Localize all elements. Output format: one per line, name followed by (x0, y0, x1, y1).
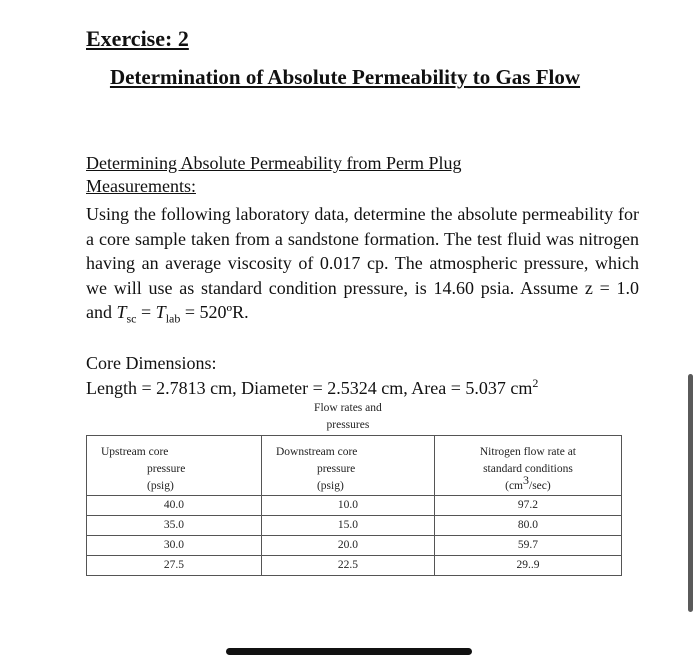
group-header-line1: Flow rates and (314, 402, 382, 414)
upstream-cell: 35.0 (87, 516, 262, 536)
col3-unit-post: /sec) (529, 480, 551, 492)
upstream-cell: 30.0 (87, 536, 262, 556)
col3-line1: Nitrogen flow rate at (479, 446, 576, 458)
scrollbar[interactable] (688, 374, 693, 612)
col1-line2: pressure (147, 463, 186, 475)
flow-data-table (86, 400, 622, 576)
col2-line1: Downstream core (275, 446, 358, 458)
flow-cell: 80.0 (434, 516, 621, 536)
t-symbol: T (116, 302, 127, 322)
exercise-title: Exercise: 2 (86, 26, 189, 51)
flow-cell: 59.7 (434, 536, 621, 556)
downstream-cell: 22.5 (261, 556, 434, 576)
col3-unit-exp: 3 (523, 473, 530, 488)
paragraph-text: Using the following laboratory data, determine the absolute permeability for a core sample taken from a sandstone formation. The test fluid was nitrogen having an average viscosity of 0.017 cp. The atmospheric pressure, which we will use as standard condition pressure, is 14.60 psia. Assume z = 1.0 and (86, 204, 639, 322)
group-header (261, 400, 434, 436)
upstream-cell: 40.0 (87, 496, 262, 516)
t-symbol-lab: T (155, 302, 166, 322)
table-row (87, 496, 622, 516)
col3-line3 (435, 473, 621, 495)
t-sc-subscript: sc (126, 311, 137, 326)
flow-cell: 97.2 (434, 496, 621, 516)
equals-sign: = (136, 302, 156, 322)
core-measurements (86, 376, 646, 400)
core-measurements-text: Length = 2.7813 cm, Diameter = 2.5324 cm, Area = 5.037 cm (86, 378, 533, 398)
paragraph-tail: = 520ºR. (180, 302, 249, 322)
t-lab-subscript: lab (165, 311, 181, 326)
group-header-line2: pressures (326, 419, 370, 431)
core-dimensions-label: Core Dimensions: (86, 353, 217, 373)
problem-paragraph (86, 202, 639, 325)
downstream-cell: 10.0 (261, 496, 434, 516)
flow-cell: 29..9 (434, 556, 621, 576)
col2-line2: pressure (316, 463, 356, 475)
downstream-cell: 20.0 (261, 536, 434, 556)
table-row (87, 516, 622, 536)
area-exponent: 2 (532, 376, 539, 390)
col-header-downstream (261, 436, 434, 496)
col1-line1: Upstream core (101, 446, 169, 458)
table-header-spacer (87, 400, 262, 436)
col3-line2: standard conditions (483, 463, 573, 475)
downstream-cell: 15.0 (261, 516, 434, 536)
col1-line3: (psig) (147, 480, 174, 492)
table-row (87, 536, 622, 556)
col-header-flow (434, 436, 621, 496)
col2-line3: (psig) (316, 480, 344, 492)
section-heading: Determining Absolute Permeability from Perm Plug Measurements: (86, 153, 462, 196)
home-indicator[interactable] (226, 648, 472, 655)
table-row (87, 556, 622, 576)
table-header-spacer (434, 400, 621, 436)
upstream-cell: 27.5 (87, 556, 262, 576)
col3-unit-pre: (cm (505, 480, 524, 492)
main-title: Determination of Absolute Permeability to Gas Flow (109, 65, 581, 89)
col-header-upstream (87, 436, 262, 496)
